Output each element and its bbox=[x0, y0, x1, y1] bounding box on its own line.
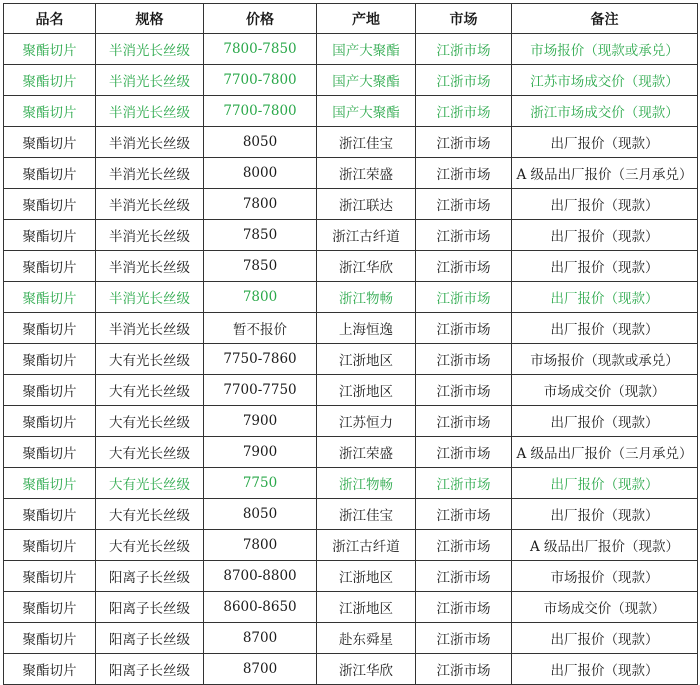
cell-price: 7700-7750 bbox=[204, 375, 317, 406]
cell-market: 江浙市场 bbox=[416, 623, 512, 654]
cell-market: 江浙市场 bbox=[416, 437, 512, 468]
cell-market: 江浙市场 bbox=[416, 499, 512, 530]
cell-price: 8050 bbox=[204, 499, 317, 530]
cell-price: 7750 bbox=[204, 468, 317, 499]
cell-price: 7750-7860 bbox=[204, 344, 317, 375]
table-row bbox=[4, 313, 698, 344]
cell-origin: 江苏恒力 bbox=[317, 406, 416, 437]
cell-price: 8600-8650 bbox=[204, 592, 317, 623]
cell-price: 7850 bbox=[204, 220, 317, 251]
cell-remarks: 出厂报价（现款） bbox=[512, 251, 698, 282]
cell-price: 8700 bbox=[204, 623, 317, 654]
cell-market: 江浙市场 bbox=[416, 189, 512, 220]
cell-product-name: 聚酯切片 bbox=[4, 282, 96, 313]
cell-market: 江浙市场 bbox=[416, 313, 512, 344]
table-row bbox=[4, 499, 698, 530]
cell-origin: 上海恒逸 bbox=[317, 313, 416, 344]
cell-origin: 江浙地区 bbox=[317, 561, 416, 592]
cell-product-name: 聚酯切片 bbox=[4, 65, 96, 96]
cell-remarks: 出厂报价（现款） bbox=[512, 127, 698, 158]
cell-spec: 半消光长丝级 bbox=[96, 282, 204, 313]
cell-spec: 大有光长丝级 bbox=[96, 499, 204, 530]
cell-origin: 江浙地区 bbox=[317, 344, 416, 375]
cell-market: 江浙市场 bbox=[416, 654, 512, 685]
cell-product-name: 聚酯切片 bbox=[4, 96, 96, 127]
table-row bbox=[4, 530, 698, 561]
table-row bbox=[4, 406, 698, 437]
cell-remarks: A 级品出厂报价（现款） bbox=[512, 530, 698, 561]
cell-price: 暂不报价 bbox=[204, 313, 317, 344]
cell-remarks: 江苏市场成交价（现款） bbox=[512, 65, 698, 96]
cell-price: 7850 bbox=[204, 251, 317, 282]
cell-market: 江浙市场 bbox=[416, 220, 512, 251]
cell-price: 7800 bbox=[204, 530, 317, 561]
cell-spec: 阳离子长丝级 bbox=[96, 623, 204, 654]
cell-market: 江浙市场 bbox=[416, 158, 512, 189]
cell-product-name: 聚酯切片 bbox=[4, 34, 96, 65]
table-row bbox=[4, 96, 698, 127]
cell-product-name: 聚酯切片 bbox=[4, 592, 96, 623]
table-row bbox=[4, 65, 698, 96]
cell-product-name: 聚酯切片 bbox=[4, 127, 96, 158]
cell-price: 8700 bbox=[204, 654, 317, 685]
cell-product-name: 聚酯切片 bbox=[4, 251, 96, 282]
cell-remarks: 出厂报价（现款） bbox=[512, 654, 698, 685]
cell-market: 江浙市场 bbox=[416, 406, 512, 437]
cell-spec: 大有光长丝级 bbox=[96, 530, 204, 561]
cell-price: 8700-8800 bbox=[204, 561, 317, 592]
cell-product-name: 聚酯切片 bbox=[4, 189, 96, 220]
cell-remarks: 出厂报价（现款） bbox=[512, 189, 698, 220]
cell-product-name: 聚酯切片 bbox=[4, 406, 96, 437]
cell-product-name: 聚酯切片 bbox=[4, 530, 96, 561]
cell-spec: 大有光长丝级 bbox=[96, 375, 204, 406]
cell-remarks: 市场报价（现款或承兑） bbox=[512, 34, 698, 65]
cell-product-name: 聚酯切片 bbox=[4, 499, 96, 530]
cell-market: 江浙市场 bbox=[416, 96, 512, 127]
cell-remarks: 出厂报价（现款） bbox=[512, 406, 698, 437]
table-row bbox=[4, 468, 698, 499]
cell-origin: 浙江物畅 bbox=[317, 282, 416, 313]
table-row bbox=[4, 158, 698, 189]
cell-price: 7900 bbox=[204, 437, 317, 468]
cell-origin: 江浙地区 bbox=[317, 375, 416, 406]
cell-remarks: 出厂报价（现款） bbox=[512, 282, 698, 313]
table-row bbox=[4, 623, 698, 654]
cell-product-name: 聚酯切片 bbox=[4, 561, 96, 592]
cell-spec: 半消光长丝级 bbox=[96, 220, 204, 251]
table-row bbox=[4, 344, 698, 375]
cell-product-name: 聚酯切片 bbox=[4, 654, 96, 685]
cell-spec: 半消光长丝级 bbox=[96, 189, 204, 220]
header-spec: 规格 bbox=[96, 4, 204, 34]
cell-origin: 国产大聚酯 bbox=[317, 34, 416, 65]
cell-remarks: 出厂报价（现款） bbox=[512, 468, 698, 499]
cell-product-name: 聚酯切片 bbox=[4, 344, 96, 375]
cell-market: 江浙市场 bbox=[416, 34, 512, 65]
cell-remarks: 出厂报价（现款） bbox=[512, 499, 698, 530]
cell-market: 江浙市场 bbox=[416, 468, 512, 499]
header-market: 市场 bbox=[416, 4, 512, 34]
cell-market: 江浙市场 bbox=[416, 251, 512, 282]
cell-origin: 国产大聚酯 bbox=[317, 65, 416, 96]
cell-price: 7700-7800 bbox=[204, 65, 317, 96]
cell-remarks: 市场报价（现款或承兑） bbox=[512, 344, 698, 375]
header-origin: 产地 bbox=[317, 4, 416, 34]
header-product-name: 品名 bbox=[4, 4, 96, 34]
table-row bbox=[4, 251, 698, 282]
cell-product-name: 聚酯切片 bbox=[4, 220, 96, 251]
cell-market: 江浙市场 bbox=[416, 127, 512, 158]
cell-remarks: 出厂报价（现款） bbox=[512, 313, 698, 344]
cell-market: 江浙市场 bbox=[416, 375, 512, 406]
cell-remarks: 出厂报价（现款） bbox=[512, 220, 698, 251]
cell-origin: 浙江古纤道 bbox=[317, 530, 416, 561]
cell-product-name: 聚酯切片 bbox=[4, 158, 96, 189]
cell-spec: 半消光长丝级 bbox=[96, 127, 204, 158]
table-row bbox=[4, 375, 698, 406]
table-row bbox=[4, 127, 698, 158]
cell-market: 江浙市场 bbox=[416, 344, 512, 375]
cell-remarks: 市场成交价（现款） bbox=[512, 375, 698, 406]
cell-spec: 半消光长丝级 bbox=[96, 65, 204, 96]
cell-spec: 半消光长丝级 bbox=[96, 96, 204, 127]
cell-origin: 浙江佳宝 bbox=[317, 127, 416, 158]
price-table-container bbox=[3, 3, 697, 685]
table-header-row bbox=[4, 4, 698, 34]
cell-remarks: 出厂报价（现款） bbox=[512, 623, 698, 654]
cell-product-name: 聚酯切片 bbox=[4, 623, 96, 654]
cell-origin: 浙江荣盛 bbox=[317, 158, 416, 189]
cell-product-name: 聚酯切片 bbox=[4, 437, 96, 468]
cell-origin: 浙江荣盛 bbox=[317, 437, 416, 468]
cell-remarks: A 级品出厂报价（三月承兑） bbox=[512, 437, 698, 468]
table-row bbox=[4, 561, 698, 592]
table-row bbox=[4, 189, 698, 220]
cell-origin: 国产大聚酯 bbox=[317, 96, 416, 127]
cell-price: 8050 bbox=[204, 127, 317, 158]
cell-price: 7800 bbox=[204, 189, 317, 220]
cell-origin: 江浙地区 bbox=[317, 592, 416, 623]
table-row bbox=[4, 220, 698, 251]
table-row bbox=[4, 654, 698, 685]
cell-remarks: 市场成交价（现款） bbox=[512, 592, 698, 623]
table-row bbox=[4, 437, 698, 468]
cell-origin: 浙江联达 bbox=[317, 189, 416, 220]
cell-spec: 半消光长丝级 bbox=[96, 34, 204, 65]
cell-origin: 浙江佳宝 bbox=[317, 499, 416, 530]
cell-origin: 浙江华欣 bbox=[317, 251, 416, 282]
cell-product-name: 聚酯切片 bbox=[4, 313, 96, 344]
cell-origin: 浙江古纤道 bbox=[317, 220, 416, 251]
table-row bbox=[4, 282, 698, 313]
cell-price: 7800 bbox=[204, 282, 317, 313]
cell-spec: 大有光长丝级 bbox=[96, 344, 204, 375]
cell-market: 江浙市场 bbox=[416, 561, 512, 592]
cell-spec: 阳离子长丝级 bbox=[96, 592, 204, 623]
cell-price: 7800-7850 bbox=[204, 34, 317, 65]
cell-remarks: A 级品出厂报价（三月承兑） bbox=[512, 158, 698, 189]
cell-market: 江浙市场 bbox=[416, 592, 512, 623]
header-remarks: 备注 bbox=[512, 4, 698, 34]
cell-spec: 阳离子长丝级 bbox=[96, 561, 204, 592]
cell-spec: 大有光长丝级 bbox=[96, 437, 204, 468]
cell-spec: 半消光长丝级 bbox=[96, 158, 204, 189]
cell-origin: 浙江华欣 bbox=[317, 654, 416, 685]
cell-product-name: 聚酯切片 bbox=[4, 375, 96, 406]
cell-origin: 赴东舜星 bbox=[317, 623, 416, 654]
cell-market: 江浙市场 bbox=[416, 282, 512, 313]
cell-price: 7900 bbox=[204, 406, 317, 437]
cell-spec: 阳离子长丝级 bbox=[96, 654, 204, 685]
cell-remarks: 市场报价（现款） bbox=[512, 561, 698, 592]
cell-price: 8000 bbox=[204, 158, 317, 189]
cell-market: 江浙市场 bbox=[416, 530, 512, 561]
table-body bbox=[4, 34, 698, 685]
cell-spec: 半消光长丝级 bbox=[96, 251, 204, 282]
cell-spec: 半消光长丝级 bbox=[96, 313, 204, 344]
cell-product-name: 聚酯切片 bbox=[4, 468, 96, 499]
cell-spec: 大有光长丝级 bbox=[96, 468, 204, 499]
cell-remarks: 浙江市场成交价（现款） bbox=[512, 96, 698, 127]
cell-origin: 浙江物畅 bbox=[317, 468, 416, 499]
table-row bbox=[4, 34, 698, 65]
cell-spec: 大有光长丝级 bbox=[96, 406, 204, 437]
cell-price: 7700-7800 bbox=[204, 96, 317, 127]
table-row bbox=[4, 592, 698, 623]
header-price: 价格 bbox=[204, 4, 317, 34]
price-table bbox=[3, 3, 698, 685]
cell-market: 江浙市场 bbox=[416, 65, 512, 96]
